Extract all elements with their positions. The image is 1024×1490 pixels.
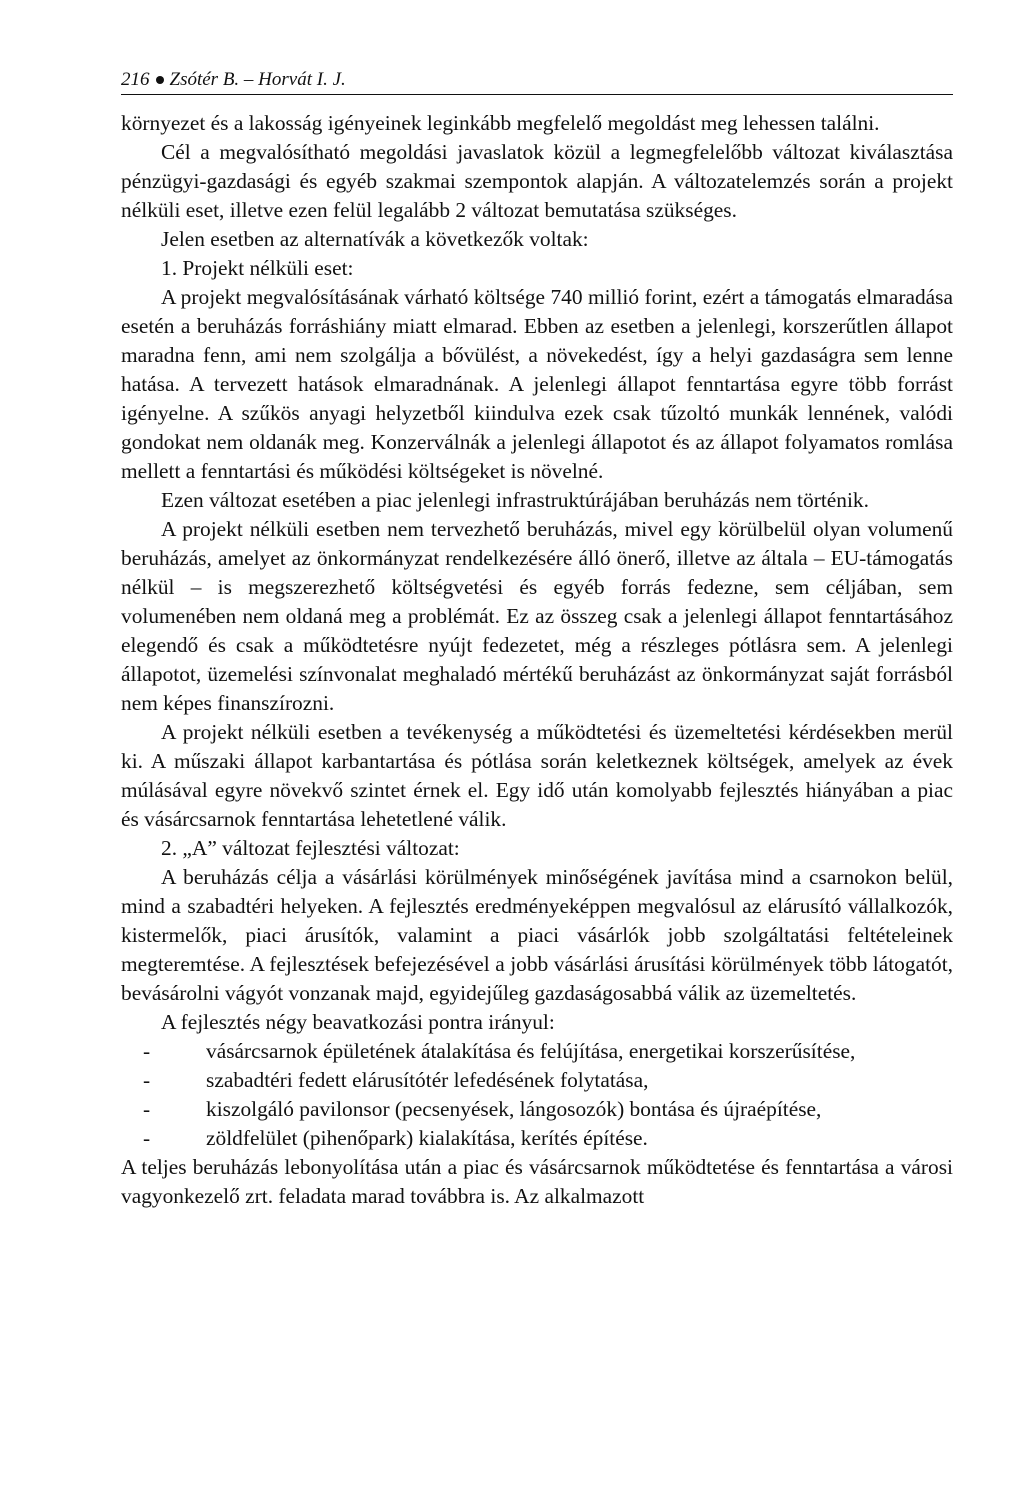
page (121, 68, 953, 1211)
intervention-list (121, 1037, 953, 1153)
page-number: 216 (121, 69, 150, 90)
list-marker: - (143, 1097, 151, 1121)
paragraph-3: Jelen esetben az alternatívák a következők voltak: (161, 227, 589, 251)
bullet-separator-icon (156, 76, 164, 84)
list-item (121, 1037, 953, 1066)
paragraph-4: 1. Projekt nélküli eset: (161, 256, 354, 280)
list-item-text: vásárcsarnok épületének átalakítása és felújítása, energetikai korszerűsítése, (206, 1039, 856, 1063)
list-item-text: kiszolgáló pavilonsor (pecsenyések, lángosozók) bontása és újraépítése, (206, 1097, 822, 1121)
paragraph-2: Cél a megvalósítható megoldási javaslatok közül a legmegfelelőbb változat kiválasztása pénzügyi-gazdasági és egyéb szakmai szempontok alapján. A változatelemzés során a projekt nélküli eset, illetve ezen felül legalább 2 változat bemutatása szükséges. (121, 140, 953, 222)
list-marker: - (143, 1126, 151, 1150)
paragraph-1: környezet és a lakosság igényeinek leginkább megfelelő megoldást meg lehessen találni. (121, 111, 880, 135)
list-item (121, 1124, 953, 1153)
paragraph-7: A projekt nélküli esetben nem tervezhető beruházás, mivel egy körülbelül olyan volumenű beruházás, amelyet az önkormányzat rendelkezésére álló önerő, illetve az általa – EU-támogatás nélkül – is megszerezhető költségvetési és egyéb forrás fedezne, sem céljában, sem volumenében nem oldaná meg a problémát. Ez az összeg csak a jelenlegi állapot fenntartásához elegendő és csak a működtetésre nyújt fedezetet, még a részleges pótlásra sem. A jelenlegi állapotot, üzemelési színvonalat meghaladó mértékű beruházást az önkormányzat saját forrásból nem képes finanszírozni. (121, 517, 953, 715)
list-marker: - (143, 1068, 151, 1092)
list-item (121, 1095, 953, 1124)
header-authors: Zsótér B. – Horvát I. J. (169, 69, 346, 90)
paragraph-10: A beruházás célja a vásárlási körülmények minőségének javítása mind a csarnokon belül, mind a szabadtéri helyeken. A fejlesztés eredményeképpen megvalósul az elárusító vállalkozók, kistermelők, piaci árusítók, valamint a piaci vásárlók jobb szolgáltatási feltételeinek megteremtése. A fejlesztések befejezésével a jobb vásárlási árusítási körülmények több látogatót, bevásárolni vágyót vonzanak majd, egyidejűleg gazdaságosabbá válik az üzemeltetés. (121, 865, 953, 1005)
list-item (121, 1066, 953, 1095)
list-item-text: zöldfelület (pihenőpark) kialakítása, kerítés építése. (206, 1126, 648, 1150)
paragraph-6: Ezen változat esetében a piac jelenlegi infrastruktúrájában beruházás nem történik. (161, 488, 869, 512)
list-marker: - (143, 1039, 151, 1063)
paragraph-5: A projekt megvalósításának várható költsége 740 millió forint, ezért a támogatás elmaradása esetén a beruházás forráshiány miatt elmarad. Ebben az esetben a jelenlegi, korszerűtlen állapot maradna fenn, ami nem szolgálja a bővülést, a növekedést, így a helyi gazdaságra sem lenne hatása. A tervezett hatások elmaradnának. A jelenlegi állapot fenntartása egyre több forrást igényelne. A szűkös anyagi helyzetből kiindulva ezek csak tűzoltó munkák lennének, valódi gondokat nem oldanák meg. Konzerválnák a jelenlegi állapotot és az állapot folyamatos romlása mellett a fenntartási és működési költségeket is növelné. (121, 285, 953, 483)
list-item-text: szabadtéri fedett elárusítótér lefedésének folytatása, (206, 1068, 649, 1092)
paragraph-11: A fejlesztés négy beavatkozási pontra irányul: (161, 1010, 555, 1034)
paragraph-9: 2. „A” változat fejlesztési változat: (161, 836, 460, 860)
closing-paragraph: A teljes beruházás lebonyolítása után a piac és vásárcsarnok működtetése és fenntartása a városi vagyonkezelő zrt. feladata marad továbbra is. Az alkalmazott (121, 1155, 953, 1208)
running-header (121, 68, 953, 95)
body-text (121, 109, 953, 1211)
paragraph-8: A projekt nélküli esetben a tevékenység a működtetési és üzemeltetési kérdésekben merül ki. A műszaki állapot karbantartása és pótlása során keletkeznek költségek, amelyek az évek múlásával egyre növekvő szintet érnek el. Egy idő után komolyabb fejlesztés hiányában a piac és vásárcsarnok fenntartása lehetetlené válik. (121, 720, 953, 831)
